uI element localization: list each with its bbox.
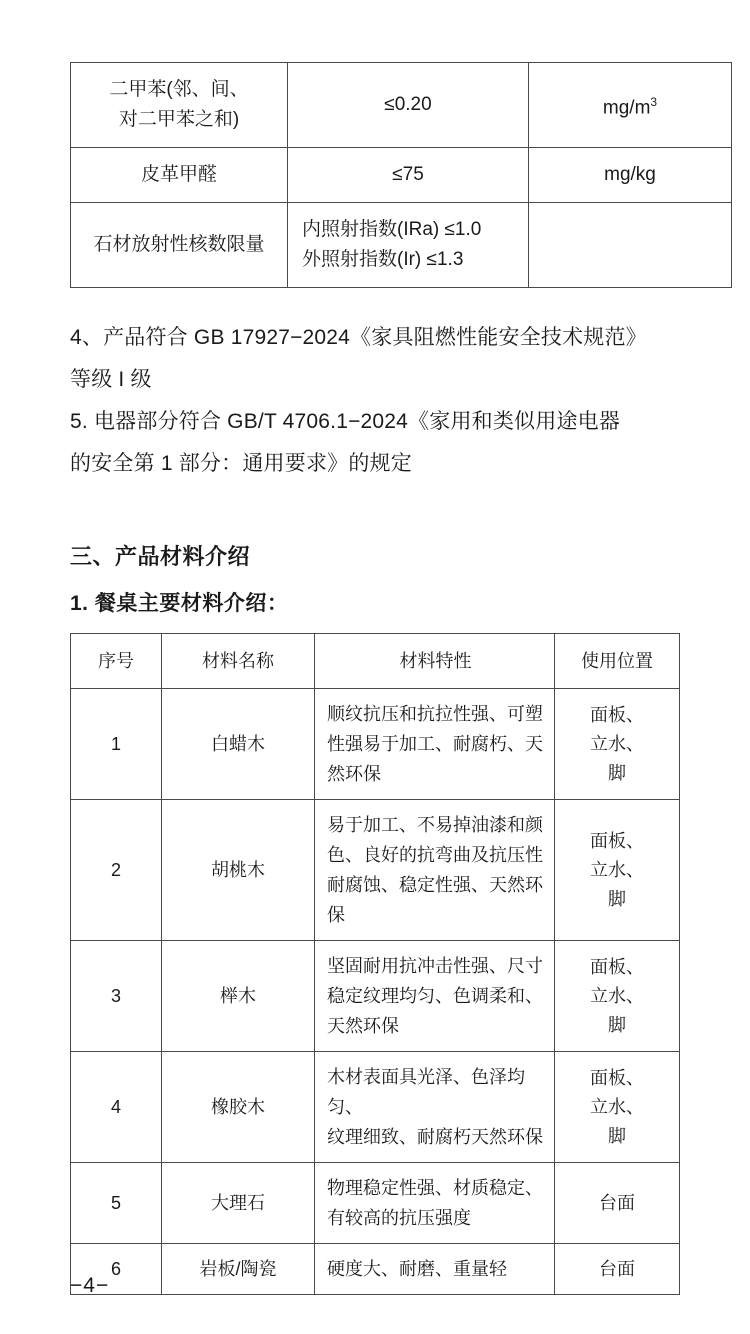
material-usage [555, 689, 680, 800]
limit-cell [288, 148, 529, 203]
row-no: 5 [71, 1163, 162, 1244]
unit-cell [529, 203, 732, 288]
property-line: 硬度大、耐磨、重量轻 [327, 1259, 507, 1279]
material-usage [555, 1052, 680, 1163]
row-no: 6 [71, 1244, 162, 1295]
column-header-usage: 使用位置 [555, 634, 680, 689]
material-name: 白蜡木 [162, 689, 315, 800]
materials-table [70, 633, 680, 1295]
column-header-no: 序号 [71, 634, 162, 689]
unit-text: mg/kg [604, 164, 656, 185]
material-properties [315, 941, 555, 1052]
paragraph-line: 的安全第 1 部分：通用要求》的规定 [70, 452, 412, 475]
paragraph-line: 4、产品符合 GB 17927−2024《家具阻燃性能安全技术规范》 [70, 326, 647, 349]
substance-cell [71, 63, 288, 148]
limit-value: ≤0.20 [384, 94, 432, 115]
usage-line: 立水、 [590, 1096, 644, 1117]
unit-cell [529, 148, 732, 203]
table-header-row [71, 634, 680, 689]
property-line: 天然环保 [327, 1016, 399, 1036]
property-line: 有较高的抗压强度 [327, 1208, 471, 1228]
material-name: 榉木 [162, 941, 315, 1052]
unit-cell [529, 63, 732, 148]
property-line: 然环保 [327, 764, 381, 784]
property-line: 物理稳定性强、材质稳定、 [327, 1178, 543, 1198]
table-row [71, 203, 732, 288]
column-header-name: 材料名称 [162, 634, 315, 689]
table-row [71, 1163, 680, 1244]
usage-line: 面板、 [590, 704, 644, 725]
material-properties [315, 800, 555, 941]
usage-line: 脚 [608, 1125, 626, 1146]
row-no: 4 [71, 1052, 162, 1163]
table-row [71, 800, 680, 941]
usage-line: 立水、 [590, 733, 644, 754]
table-row [71, 1052, 680, 1163]
materials-table-body [71, 689, 680, 1295]
substance-line: 石材放射性核数限量 [93, 234, 265, 255]
emission-limits-table [70, 62, 732, 288]
material-usage [555, 1244, 680, 1295]
material-name: 橡胶木 [162, 1052, 315, 1163]
material-name: 岩板/陶瓷 [162, 1244, 315, 1295]
row-no: 2 [71, 800, 162, 941]
subsection-title: 1. 餐桌主要材料介绍： [70, 592, 289, 615]
table-row [71, 1244, 680, 1295]
limit-value: 外照射指数(Ir) ≤1.3 [302, 249, 464, 270]
unit-exponent: 3 [650, 94, 658, 109]
materials-table-head [71, 634, 680, 689]
material-usage [555, 1163, 680, 1244]
usage-line: 面板、 [590, 956, 644, 977]
section-title: 三、产品材料介绍 [70, 544, 251, 569]
material-properties [315, 689, 555, 800]
material-usage [555, 941, 680, 1052]
material-properties [315, 1244, 555, 1295]
material-properties [315, 1052, 555, 1163]
substance-line: 对二甲苯之和) [118, 109, 240, 130]
property-line: 顺纹抗压和抗拉性强、可塑 [327, 704, 543, 724]
row-no: 3 [71, 941, 162, 1052]
property-line: 易于加工、不易掉油漆和颜 [327, 815, 543, 835]
unit-text: mg/m [602, 97, 651, 119]
usage-line: 立水、 [590, 859, 644, 880]
substance-cell [71, 148, 288, 203]
usage-line: 脚 [608, 888, 626, 909]
table-row [71, 941, 680, 1052]
page-number: −4− [70, 1274, 110, 1297]
material-name: 大理石 [162, 1163, 315, 1244]
property-line: 性强易于加工、耐腐朽、天 [327, 734, 543, 754]
column-header-properties: 材料特性 [315, 634, 555, 689]
property-line: 保 [327, 905, 345, 925]
table-row [71, 689, 680, 800]
table-row [71, 63, 732, 148]
substance-line: 皮革甲醛 [140, 164, 217, 185]
spacer [70, 486, 680, 540]
table-row [71, 148, 732, 203]
usage-line: 立水、 [590, 985, 644, 1006]
substance-line: 二甲苯(邻、间、 [109, 79, 249, 100]
property-line: 木材表面具光泽、色泽均匀、 [327, 1067, 525, 1117]
usage-line: 台面 [599, 1259, 635, 1279]
limit-cell [288, 203, 529, 288]
usage-line: 脚 [608, 762, 626, 783]
property-line: 耐腐蚀、稳定性强、天然环 [327, 875, 543, 895]
property-line: 坚固耐用抗冲击性强、尺寸 [327, 956, 543, 976]
limit-value: 内照射指数(IRa) ≤1.0 [302, 219, 482, 240]
limit-value: ≤75 [392, 164, 424, 185]
standards-paragraphs [70, 318, 680, 484]
usage-line: 台面 [599, 1193, 635, 1213]
limits-table-body [71, 63, 732, 288]
material-usage [555, 800, 680, 941]
property-line: 稳定纹理均匀、色调柔和、 [327, 986, 543, 1006]
property-line: 纹理细致、耐腐朽天然环保 [327, 1127, 543, 1147]
row-no: 1 [71, 689, 162, 800]
material-properties [315, 1163, 555, 1244]
property-line: 色、良好的抗弯曲及抗压性 [327, 845, 543, 865]
usage-line: 脚 [608, 1014, 626, 1035]
limit-cell [288, 63, 529, 148]
usage-line: 面板、 [590, 830, 644, 851]
material-name: 胡桃木 [162, 800, 315, 941]
paragraph-line: 等级 I 级 [70, 368, 152, 391]
paragraph-line: 5. 电器部分符合 GB/T 4706.1−2024《家用和类似用途电器 [70, 410, 621, 433]
usage-line: 面板、 [590, 1067, 644, 1088]
substance-cell [71, 203, 288, 288]
